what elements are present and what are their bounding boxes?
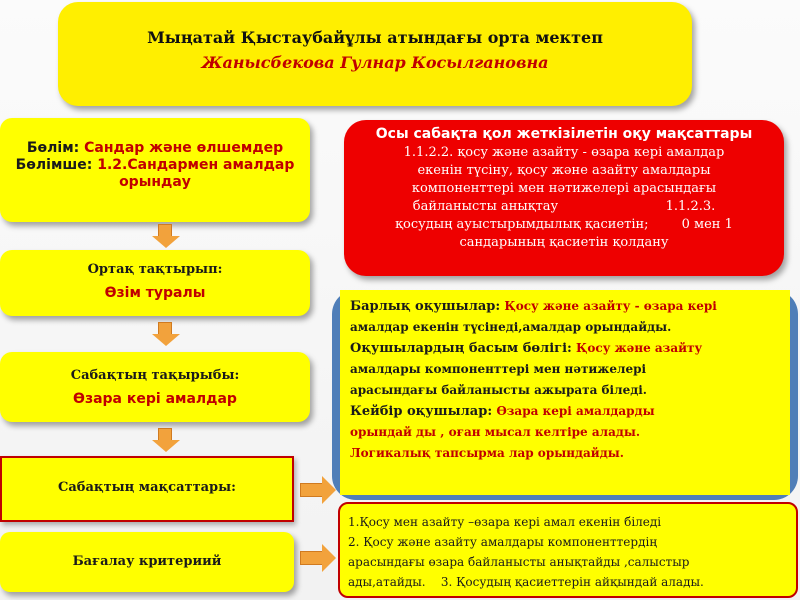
lesson-goals-box [0,456,294,522]
down-arrow-icon [152,428,178,452]
criteria-line: 1.Қосу мен азайту –өзара кері амал екенін біледі [348,515,662,529]
most-students-label: Оқушылардың басым бөлігі: [350,341,572,356]
some-students-text: Өзара кері амалдарды [496,404,655,418]
some-students-label: Кейбір оқушылар: [350,404,493,419]
assessment-label: Бағалау критериий [72,554,222,569]
section-label: Бөлім: [26,140,80,156]
most-students-text-cont: арасындағы байланысты ажырата біледі. [350,383,647,397]
objective-line: 1.1.2.2. қосу және азайту - өзара кері амалдар [403,145,725,160]
some-students-text-cont: орындай ды , оған мысал келтіре алады. [350,425,641,439]
header-banner [58,2,692,106]
common-theme-label: Ортақ тақтырып: [87,262,223,277]
lesson-goals-label: Сабақтың мақсаттары: [58,480,236,495]
most-students-text: Қосу және азайту [576,341,703,355]
objective-line: сандарының қасиетін қолдану [459,235,669,250]
down-arrow-icon [152,224,178,248]
criteria-line: 2. Қосу және азайту амалдары компоненттердің [348,535,658,549]
school-name: Мыңатай Қыстаубайұлы атындағы орта мектеп [147,28,603,47]
down-arrow-icon [152,322,178,346]
all-students-text-cont: амалдар екенін түсінеді,амалдар орындайды. [350,320,672,334]
learning-objectives-text [344,144,784,252]
some-students-text-cont: Логикалық тапсырма лар орындайды. [350,446,624,460]
common-theme-box [0,250,310,316]
right-arrow-icon [300,544,336,572]
right-arrow-icon [300,476,336,504]
objective-line: байланысты анықтау 1.1.2.3. [412,199,716,214]
learning-objectives-box [344,120,784,276]
section-box [0,118,310,222]
student-levels-box [340,290,790,495]
assessment-box [0,532,294,592]
lesson-topic-label: Сабақтың тақырыбы: [70,368,240,383]
common-theme-value: Өзім туралы [104,285,206,301]
objective-line: қосудың ауыстырымдылық қасиетін; 0 мен 1 [395,217,733,232]
teacher-name: Жанысбекова Гулнар Косылгановна [201,53,549,72]
criteria-box [338,502,798,598]
learning-objectives-title: Осы сабақта қол жеткізілетін оқу мақсаттары [375,126,753,142]
all-students-label: Барлық оқушылар: [350,299,501,314]
criteria-line: ады,атайды. 3. Қосудың қасиеттерін айқындай алады. [348,575,704,589]
criteria-line: арасындағы өзара байланысты анықтайды ,салыстыр [348,555,690,569]
subsection-label: Бөлімше: [15,157,93,173]
most-students-text-cont: амалдары компоненттері мен нәтижелері [350,362,647,376]
objective-line: компоненттері мен нәтижелері арасындағы [411,181,717,196]
all-students-text: Қосу және азайту - өзара кері [504,299,717,313]
section-value: Сандар және өлшемдер [84,140,284,156]
lesson-topic-value: Өзара кері амалдар [73,391,237,407]
objective-line: екенін түсіну, қосу және азайту амалдары [417,163,711,178]
subsection-value: 1.2.Сандармен амалдар орындау [97,157,295,190]
lesson-topic-box [0,352,310,422]
